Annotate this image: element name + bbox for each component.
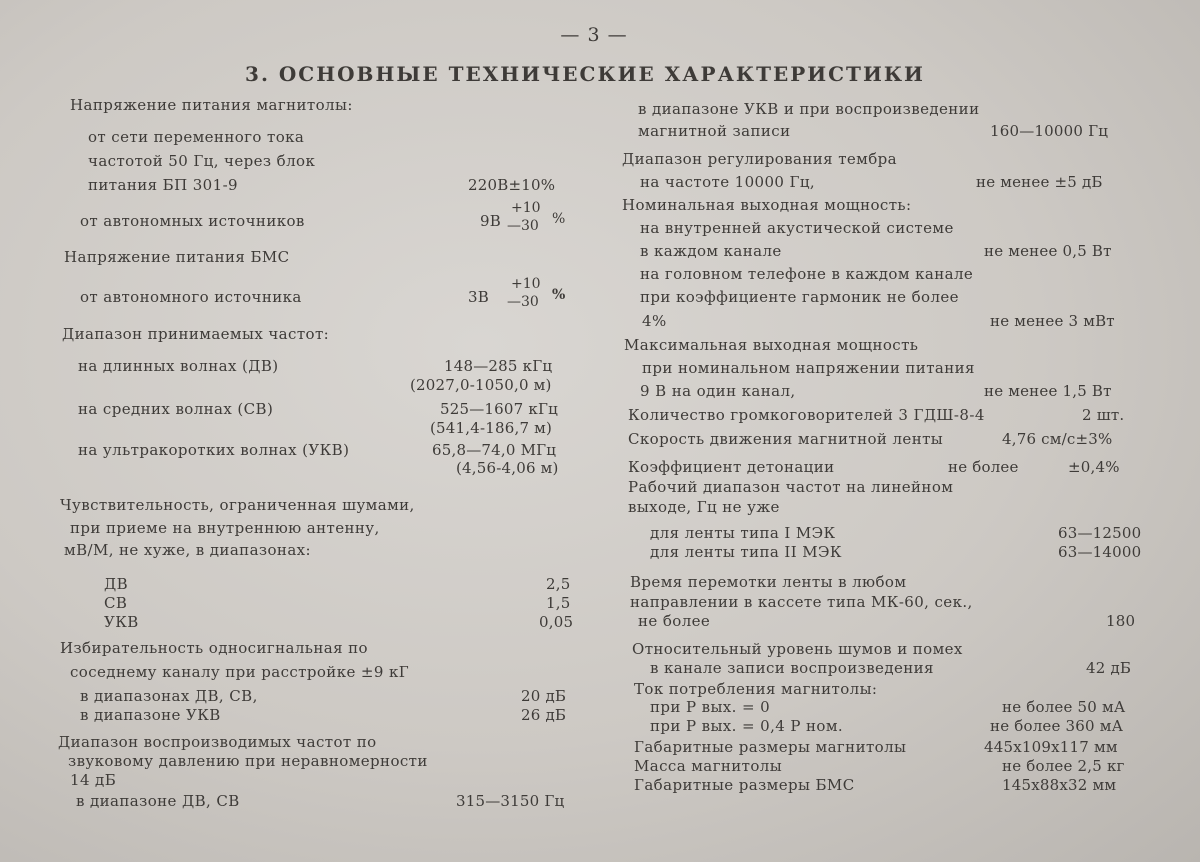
bms-tolerance-pct: %: [552, 287, 566, 303]
dimensions-value: 445х109х117 мм: [984, 738, 1118, 756]
mains-line-3: питания БП 301-9: [88, 176, 238, 194]
tone-line-2: на частоте 10000 Гц,: [640, 173, 816, 191]
sens-sv-value: 1,5: [546, 594, 571, 612]
max-line-2: при номинальном напряжении питания: [642, 359, 975, 377]
pow-line-1: Номинальная выходная мощность:: [622, 196, 912, 214]
sens-line-1: Чувствительность, ограниченная шумами,: [60, 496, 415, 514]
sel-ukv-value: 26 дБ: [521, 706, 567, 724]
sens-ukv: УКВ: [104, 613, 139, 631]
max-line-1: Максимальная выходная мощность: [624, 336, 919, 354]
tone-value: не менее ±5 дБ: [976, 173, 1103, 191]
noise-line-1: Относительный уровень шумов и помех: [632, 640, 963, 658]
rewind-line-1: Время перемотки ленты в любом: [630, 573, 907, 591]
pow-line-6: 4%: [642, 312, 667, 330]
sens-dv: ДВ: [104, 575, 129, 593]
freq-title: Диапазон принимаемых частот:: [62, 325, 330, 343]
pow-line-5: при коэффициенте гармоник не более: [640, 288, 959, 306]
bms-tolerance-plus: +10: [511, 276, 541, 292]
auto-tolerance-plus: +10: [511, 200, 541, 216]
auto-tolerance-minus: —30: [507, 218, 539, 234]
current-line-2-value: не более 50 мА: [1002, 698, 1126, 716]
pow-line-6-value: не менее 3 мВт: [990, 312, 1115, 330]
mass-value: не более 2,5 кг: [1002, 757, 1125, 775]
page-number: — 3 —: [560, 24, 628, 46]
rewind-line-3: не более: [638, 612, 711, 630]
work-line-1: Рабочий диапазон частот на линейном: [628, 478, 954, 496]
bms-dimensions-line: Габаритные размеры БМС: [634, 776, 855, 794]
rewind-line-2: направлении в кассете типа МК-60, сек.,: [630, 593, 973, 611]
noise-value: 42 дБ: [1086, 659, 1132, 677]
supply-title: Напряжение питания магнитолы:: [70, 96, 353, 114]
tone-line-1: Диапазон регулирования тембра: [622, 150, 898, 168]
bms-title: Напряжение питания БМС: [64, 248, 290, 266]
sens-line-2: при приеме на внутреннюю антенну,: [70, 519, 380, 537]
noise-line-2: в канале записи воспроизведения: [650, 659, 934, 677]
dimensions-line: Габаритные размеры магнитолы: [634, 738, 907, 756]
rep-line-2: звуковому давлению при неравномерности: [68, 752, 428, 770]
max-line-3: 9 В на один канал,: [640, 382, 796, 400]
sens-line-3: мВ/М, не хуже, в диапазонах:: [64, 541, 311, 559]
detonation-mid: не более: [948, 458, 1019, 476]
pow-line-3: в каждом канале: [640, 242, 782, 260]
mains-line-1: от сети переменного тока: [88, 128, 305, 146]
mass-line: Масса магнитолы: [634, 757, 783, 775]
mains-value: 220В±10%: [468, 176, 556, 194]
current-line-3: при Р вых. = 0,4 Р ном.: [650, 717, 844, 735]
speed-value: 4,76 см/с±3%: [1002, 430, 1113, 448]
rep-dv-value: 315—3150 Гц: [456, 792, 565, 810]
pow-line-4: на головном телефоне в каждом канале: [640, 265, 974, 283]
mains-line-2: частотой 50 Гц, через блок: [88, 152, 316, 170]
r-line-1: в диапазоне УКВ и при воспроизведении: [638, 100, 980, 118]
r-line-2-value: 160—10000 Гц: [990, 122, 1109, 140]
bms-label: от автономного источника: [80, 288, 302, 306]
rep-line-3: 14 дБ: [70, 771, 117, 789]
r-line-2: магнитной записи: [638, 122, 791, 140]
ukv-value: 65,8—74,0 МГц: [432, 441, 557, 459]
speakers-value: 2 шт.: [1082, 406, 1125, 424]
sens-dv-value: 2,5: [546, 575, 571, 593]
rep-dv: в диапазоне ДВ, СВ: [76, 792, 240, 810]
detonation-line: Коэффициент детонации: [628, 458, 835, 476]
tape1-value: 63—12500: [1058, 524, 1142, 542]
max-line-3-value: не менее 1,5 Вт: [984, 382, 1112, 400]
work-line-2: выходе, Гц не уже: [628, 498, 780, 516]
current-line-1: Ток потребления магнитолы:: [634, 680, 878, 698]
lw-value: 148—285 кГц: [444, 357, 553, 375]
mw-label: на средних волнах (СВ): [78, 400, 274, 418]
sens-ukv-value: 0,05: [539, 613, 574, 631]
tape2-line: для ленты типа II МЭК: [650, 543, 842, 561]
section-heading: 3. ОСНОВНЫЕ ТЕХНИЧЕСКИЕ ХАРАКТЕРИСТИКИ: [245, 62, 925, 86]
sel-line-1: Избирательность односигнальная по: [60, 639, 368, 657]
mw-sub: (541,4-186,7 м): [430, 419, 553, 437]
auto-tolerance-pct: %: [552, 211, 566, 227]
ukv-label: на ультракоротких волнах (УКВ): [78, 441, 350, 459]
sel-dv: в диапазонах ДВ, СВ,: [80, 687, 258, 705]
current-line-3-value: не более 360 мА: [990, 717, 1124, 735]
bms-value: 3В: [468, 288, 489, 306]
current-line-2: при Р вых. = 0: [650, 698, 771, 716]
lw-sub: (2027,0-1050,0 м): [410, 376, 552, 394]
pow-line-2: на внутренней акустической системе: [640, 219, 954, 237]
ukv-sub: (4,56-4,06 м): [456, 459, 559, 477]
mw-value: 525—1607 кГц: [440, 400, 558, 418]
bms-tolerance-minus: —30: [507, 294, 539, 310]
rewind-value: 180: [1106, 612, 1136, 630]
sel-ukv: в диапазоне УКВ: [80, 706, 221, 724]
detonation-value: ±0,4%: [1068, 458, 1120, 476]
sel-dv-value: 20 дБ: [521, 687, 567, 705]
sens-sv: СВ: [104, 594, 128, 612]
tape2-value: 63—14000: [1058, 543, 1142, 561]
pow-line-3-value: не менее 0,5 Вт: [984, 242, 1112, 260]
bms-dimensions-value: 145х88х32 мм: [1002, 776, 1117, 794]
speed-line: Скорость движения магнитной ленты: [628, 430, 944, 448]
auto-label: от автономных источников: [80, 212, 305, 230]
lw-label: на длинных волнах (ДВ): [78, 357, 279, 375]
rep-line-1: Диапазон воспроизводимых частот по: [58, 733, 377, 751]
auto-value: 9В: [480, 212, 501, 230]
tape1-line: для ленты типа I МЭК: [650, 524, 836, 542]
sel-line-2: соседнему каналу при расстройке ±9 кГ: [70, 663, 410, 681]
speakers-line: Количество громкоговорителей 3 ГДШ-8-4: [628, 406, 985, 424]
